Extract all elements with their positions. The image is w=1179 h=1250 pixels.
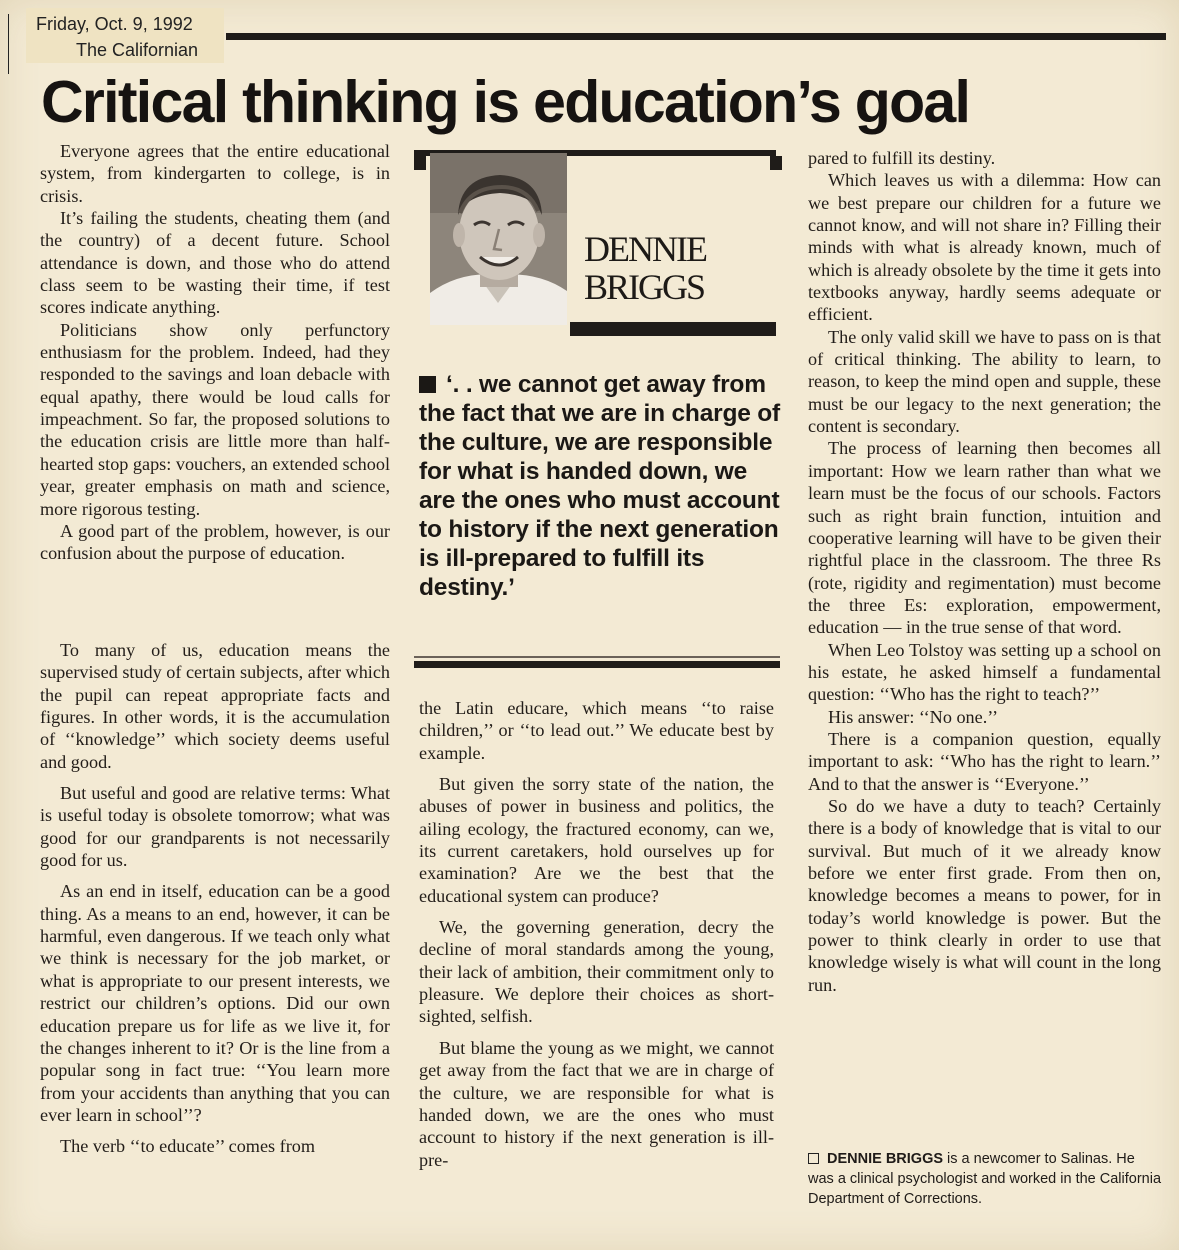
column-3 — [808, 147, 1161, 996]
paragraph: But blame the young as we might, we cannot get away from the fact that we are in charge of the culture, we are responsible for what is handed down, we are the ones who must account to history if the next generation is ill-pre- — [419, 1037, 774, 1170]
byline-first-name: DENNIE — [584, 229, 706, 269]
author-portrait-icon — [430, 153, 567, 325]
paragraph: Politicians show only perfunctory enthusiasm for the problem. Indeed, had they responded to the savings and loan debacle with equal apathy, there would be loud calls for impeachment. So far, the proposed solutions to the education crisis are little more than half-hearted stop gaps: vouchers, an extended school year, greater emphasis on math and science, more rigorous testing. — [40, 319, 391, 519]
pull-quote-rule-thin — [414, 656, 780, 658]
bio-name: DENNIE BRIGGS — [827, 1151, 944, 1167]
paragraph: pared to fulfill its destiny. — [808, 148, 996, 168]
paragraph: To many of us, education means the supervised study of certain subjects, after which the pupil can repeat appropriate facts and figures. In other words, it is the accumulation of ‘‘knowledge’’ which society deems useful and good. — [40, 640, 391, 772]
top-rule — [226, 33, 1166, 40]
pull-quote — [419, 370, 781, 602]
byline-rule-bottom — [570, 322, 776, 336]
paragraph: It’s failing the students, cheating them (and the country) of a decent future. School attendance is down, and those who do attend class seem to be wasting their time, if test scores indicate anything. — [40, 208, 390, 318]
byline-rule-tab — [414, 156, 426, 170]
paragraph: Everyone agrees that the entire educational system, from kindergarten to college, is in crisis. — [40, 141, 390, 206]
paragraph: But useful and good are relative terms: What is useful today is obsolete tomorrow; what was good for our grandparents is not necessarily good for us. — [40, 783, 390, 871]
pull-quote-rule — [414, 661, 780, 668]
paragraph: the Latin educare, which means ‘‘to raise children,’’ or ‘‘to lead out.’’ We educate best by example. — [419, 698, 774, 763]
author-photo — [430, 153, 567, 325]
paragraph: We, the governing generation, decry the decline of moral standards among the young, their lack of ambition, their commitment only to pleasure. We deplore their choices as short-sighted, selfish. — [419, 917, 774, 1027]
dateline-date: Friday, Oct. 9, 1992 — [36, 14, 193, 34]
column-1-bottom — [40, 639, 390, 1158]
headline: Critical thinking is education’s goal — [41, 69, 970, 135]
paragraph: So do we have a duty to teach? Certainly there is a body of knowledge that is vital to our survival. But much of it we already know before we enter first grade. From then on, knowledge becomes a means to power, for in today’s world knowledge is power. But the power to think clearly in order to use that knowledge wisely is what will count in the long run. — [808, 795, 1161, 995]
paragraph: There is a companion question, equally important to ask: ‘‘Who has the right to learn.’’ And to that the answer is ‘‘Everyone.’’ — [808, 728, 1161, 794]
bio-text: is a newcomer to Salinas. He was a clinical psychologist and worked in the California Department of Corrections. — [808, 1151, 1162, 1207]
byline-last-name: BRIGGS — [584, 267, 705, 307]
pull-quote-text: ‘. . we cannot get away from the fact that we are in charge of the culture, we are responsible for what is handed down, we are the ones who must account to history if the next generation is ill-prepared to fulfill its destiny.’ — [419, 371, 780, 601]
square-bullet-icon — [419, 376, 436, 393]
dateline — [26, 8, 224, 63]
paragraph: Which leaves us with a dilemma: How can we best prepare our children for a future we cannot know, and will not share in? Filling their minds with what is already known, much of which is already obsolete by the time it gets into textbooks anyway, hardly seems adequate or efficient. — [808, 170, 1161, 325]
checkbox-outline-icon — [808, 1153, 819, 1164]
paragraph: The verb ‘‘to educate’’ comes from — [60, 1136, 315, 1157]
paragraph: His answer: ‘‘No one.’’ — [828, 706, 999, 727]
dateline-paper: The Californian — [76, 40, 199, 60]
author-bio — [808, 1149, 1163, 1209]
paragraph: But given the sorry state of the nation, the abuses of power in business and politics, the ailing ecology, the fractured economy, can we, its current caretakers, hold ourselves up for examination? Are we the best that the educational system can produce? — [419, 774, 774, 906]
byline — [584, 230, 744, 306]
paragraph: As an end in itself, education can be a good thing. As a means to an end, however, it can be harmful, even dangerous. If we teach only what we think is necessary for the job market, or what is appropriate to our present interests, we restrict our children’s options. Did our own education prepare us for life as we live it, for the changes inherent to it? Or is the line from a popular song in fact true: ‘‘You learn more from your accidents than anything that you can ever learn in school’’? — [40, 881, 390, 1125]
column-2 — [419, 697, 774, 1171]
byline-rule-tab — [770, 156, 782, 170]
scan-edge-line — [8, 14, 9, 74]
paragraph: The only valid skill we have to pass on is that of critical thinking. The ability to learn, to reason, to keep the mind open and supple, these must be our legacy to the next generation; the content is secondary. — [808, 326, 1161, 437]
paragraph: The process of learning then becomes all important: How we learn rather than what we learn must be the focus of our schools. Factors such as right brain function, intuition and cooperative learning will have to be given their rightful place in the classroom. The three Rs (rote, rigidity and regimentation) must become the three Es: exploration, empowerment, education — in the true sense of that word. — [808, 438, 1161, 638]
column-1-top — [40, 140, 390, 565]
paragraph: A good part of the problem, however, is our confusion about the purpose of education. — [40, 520, 390, 564]
paragraph: When Leo Tolstoy was setting up a school on his estate, he asked himself a fundamental question: ‘‘Who has the right to teach?’’ — [808, 639, 1161, 705]
